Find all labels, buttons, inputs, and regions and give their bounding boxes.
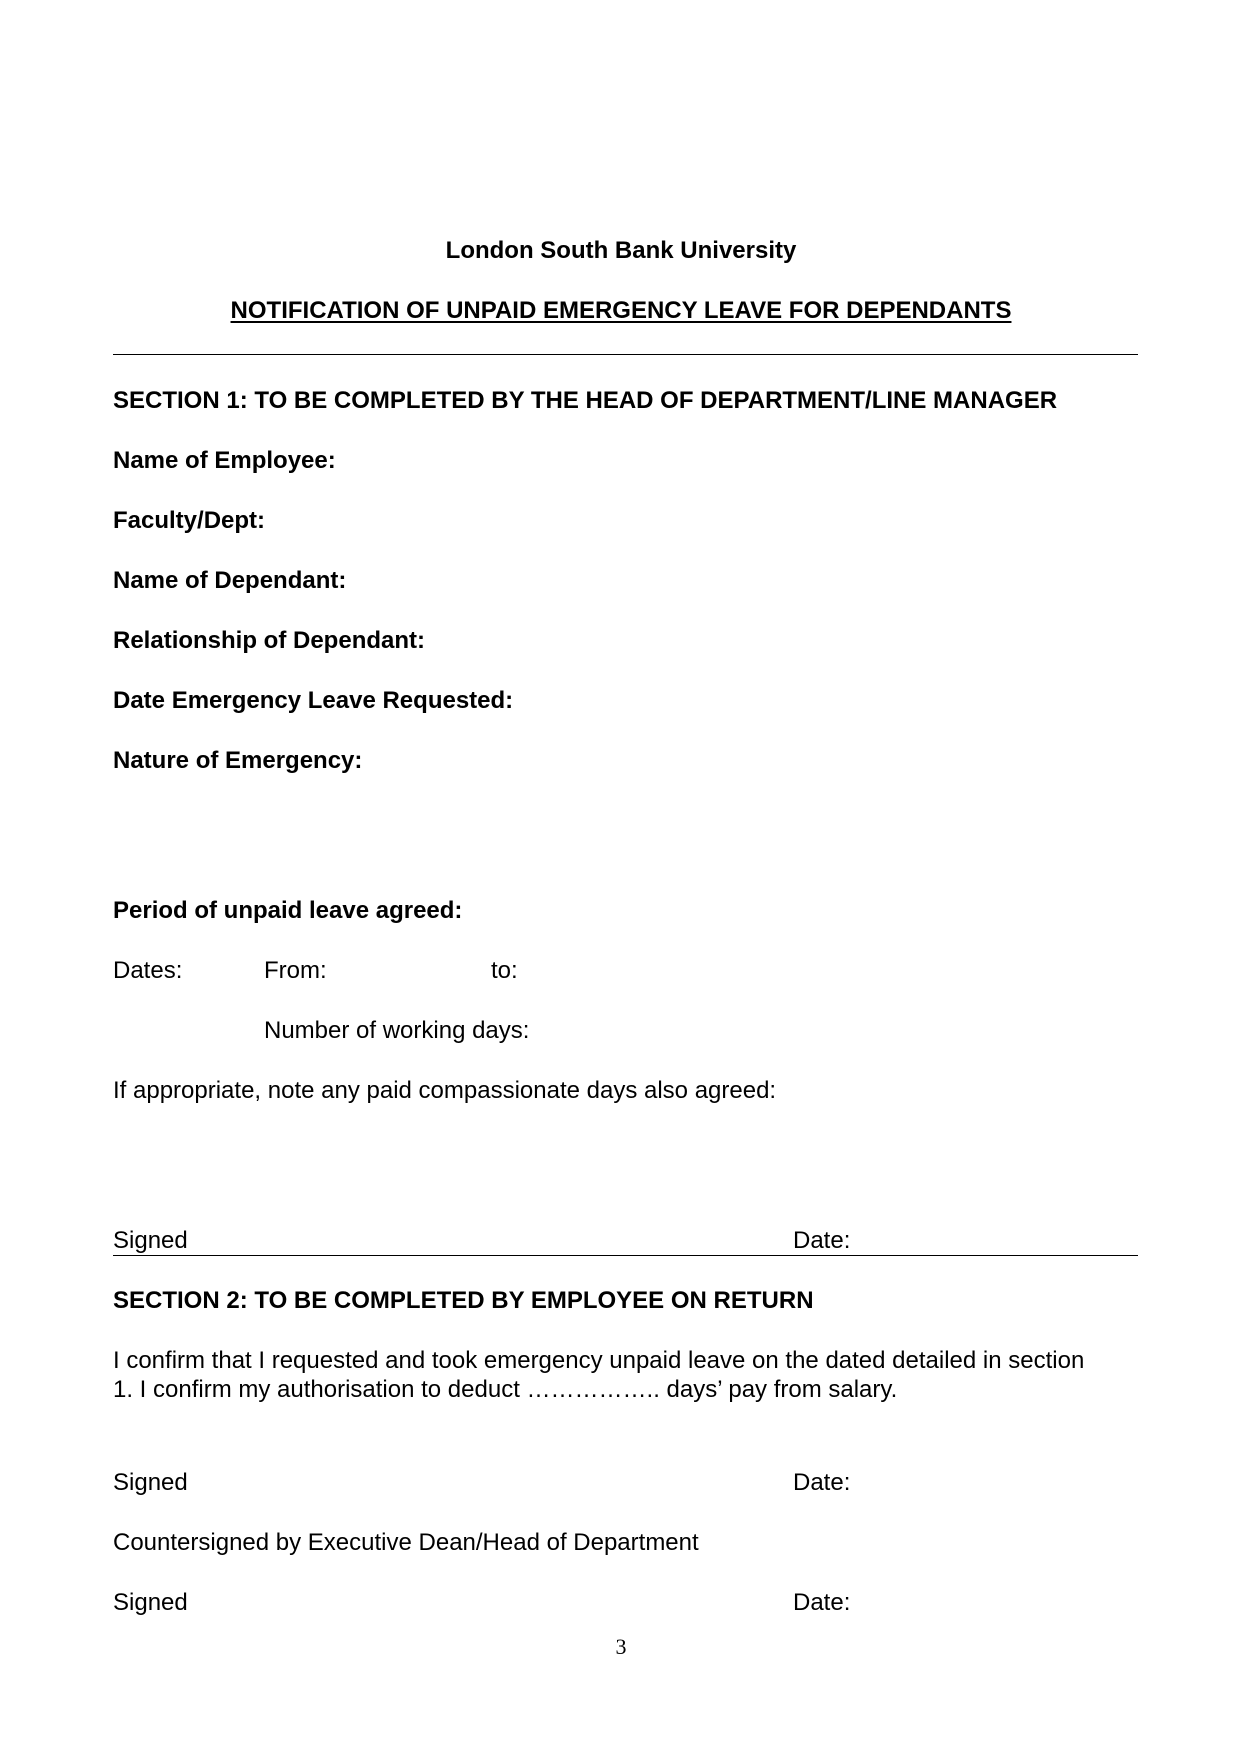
section2-date-label: Date: xyxy=(793,1469,851,1496)
section2-heading: SECTION 2: TO BE COMPLETED BY EMPLOYEE ON RETURN xyxy=(113,1287,814,1314)
section1-date-label: Date: xyxy=(793,1227,851,1254)
field-name-of-employee: Name of Employee: xyxy=(113,447,336,474)
page-number: 3 xyxy=(615,1634,627,1659)
confirmation-line-2: 1. I confirm my authorisation to deduct …………….. days’ pay from salary. xyxy=(113,1376,898,1403)
field-name-of-dependant: Name of Dependant: xyxy=(113,567,347,594)
field-relationship-of-dependant: Relationship of Dependant: xyxy=(113,627,425,654)
compassionate-days-note: If appropriate, note any paid compassionate days also agreed: xyxy=(113,1077,777,1104)
institution-name: London South Bank University xyxy=(445,237,797,264)
working-days-label: Number of working days: xyxy=(264,1017,530,1044)
countersign-date-label: Date: xyxy=(793,1589,851,1616)
countersigned-label: Countersigned by Executive Dean/Head of Department xyxy=(113,1529,699,1556)
form-title: NOTIFICATION OF UNPAID EMERGENCY LEAVE FOR DEPENDANTS xyxy=(230,297,1012,324)
confirmation-line-1: I confirm that I requested and took emergency unpaid leave on the dated detailed in section xyxy=(113,1347,1085,1374)
section2-signed-label: Signed xyxy=(113,1469,188,1496)
from-label: From: xyxy=(264,957,327,984)
period-of-leave-label: Period of unpaid leave agreed: xyxy=(113,897,463,924)
field-faculty-dept: Faculty/Dept: xyxy=(113,507,266,534)
countersign-signed-label: Signed xyxy=(113,1589,188,1616)
title-divider xyxy=(113,354,1138,355)
dates-label: Dates: xyxy=(113,957,183,984)
section1-heading: SECTION 1: TO BE COMPLETED BY THE HEAD OF DEPARTMENT/LINE MANAGER xyxy=(113,387,1058,414)
to-label: to: xyxy=(491,957,518,984)
field-date-leave-requested: Date Emergency Leave Requested: xyxy=(113,687,514,714)
field-nature-of-emergency: Nature of Emergency: xyxy=(113,747,363,774)
section-divider xyxy=(113,1255,1138,1256)
section1-signed-label: Signed xyxy=(113,1227,188,1254)
